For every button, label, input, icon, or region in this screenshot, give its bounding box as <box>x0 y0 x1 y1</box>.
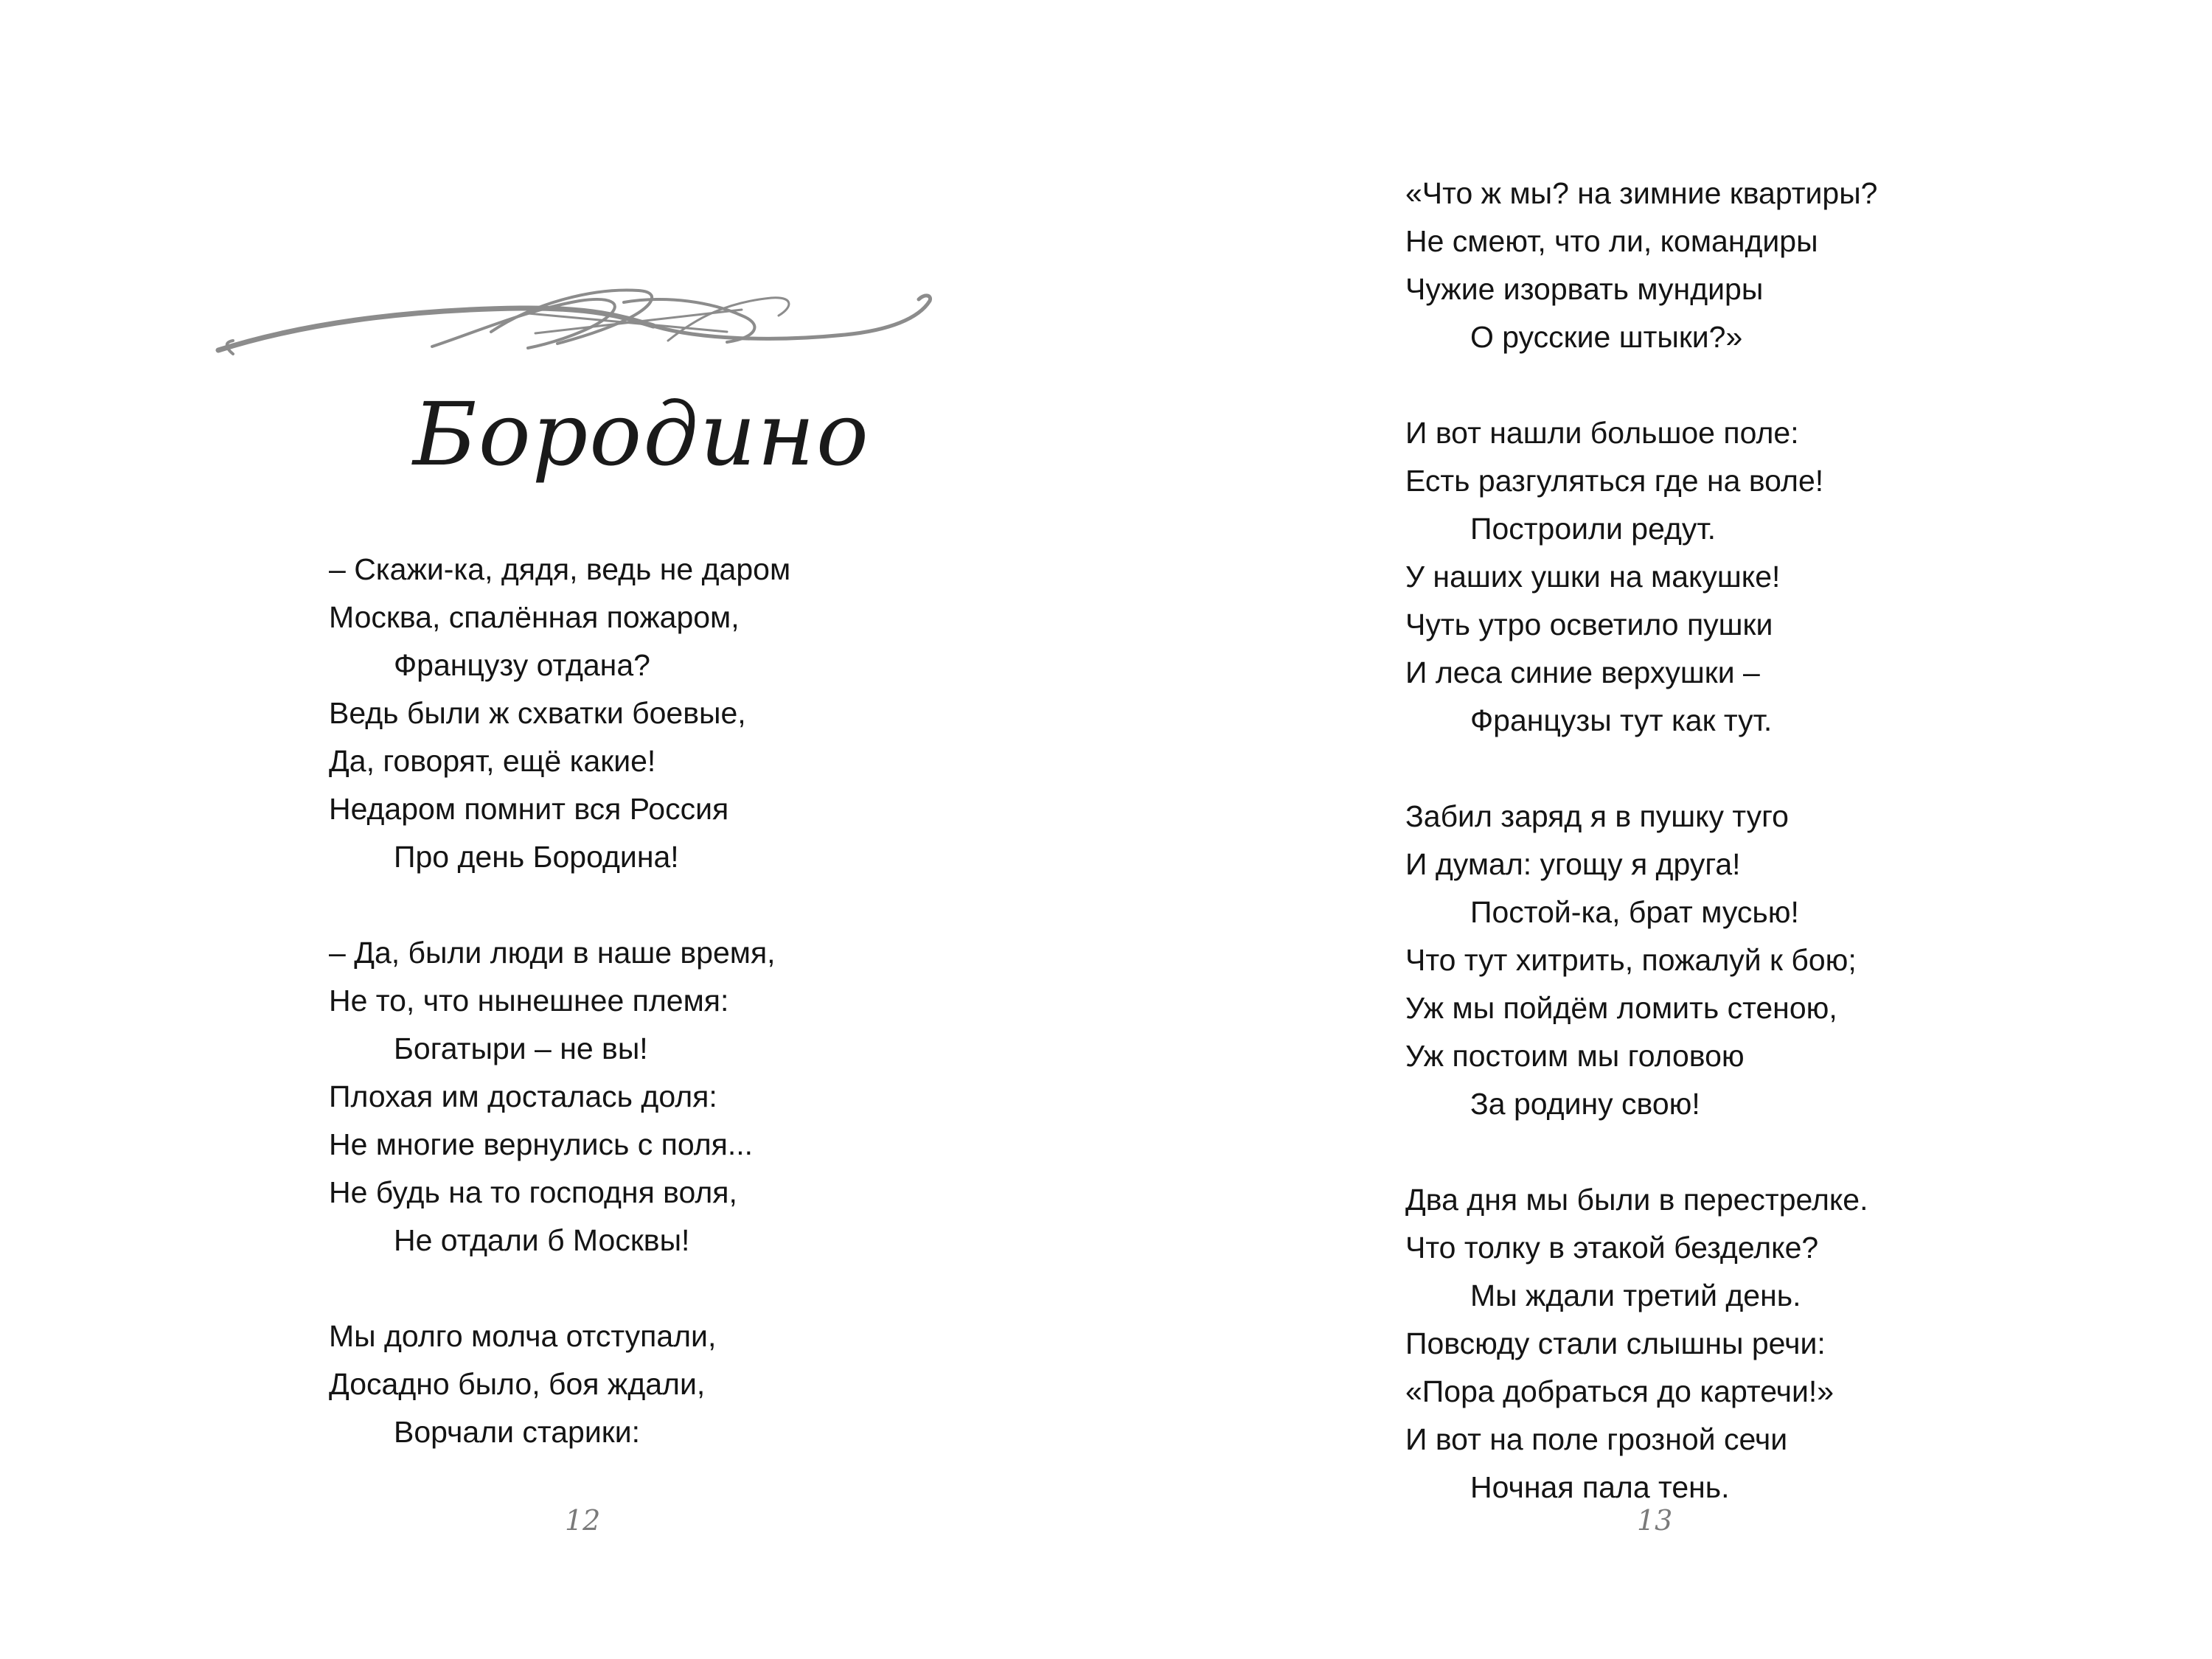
verse-line: За родину свою! <box>1470 1087 1700 1121</box>
verse-line: Ворчали старики: <box>394 1415 640 1449</box>
verse-line: Уж мы пойдём ломить стеною, <box>1405 991 1837 1025</box>
verse-line: – Да, были люди в наше время, <box>329 936 776 970</box>
verse-line: Недаром помнит вся Россия <box>329 792 729 826</box>
verse-line: Французы тут как тут. <box>1470 703 1773 737</box>
stanza-break <box>329 881 790 929</box>
verse-line: Плохая им досталась доля: <box>329 1079 717 1113</box>
verse-line: У наших ушки на макушке! <box>1405 560 1781 594</box>
verse-line: Что тут хитрить, пожалуй к бою; <box>1405 943 1857 977</box>
verse-line: Два дня мы были в перестрелке. <box>1405 1183 1868 1217</box>
verse-line: Чужие изорвать мундиры <box>1405 272 1764 306</box>
verse-line: Уж постоим мы головою <box>1405 1039 1745 1073</box>
verse-line: Что толку в этакой безделке? <box>1405 1231 1819 1265</box>
verse-line: Про день Бородина! <box>394 840 679 874</box>
verse-line: И вот на поле грозной сечи <box>1405 1422 1788 1456</box>
verse-line: Есть разгуляться где на воле! <box>1405 464 1824 498</box>
stanza-break <box>1405 745 1878 793</box>
verse-line: Повсюду стали слышны речи: <box>1405 1326 1826 1360</box>
verse-line: И леса синие верхушки – <box>1405 655 1760 689</box>
stanza-break <box>329 1265 790 1312</box>
verse-line: Да, говорят, ещё какие! <box>329 744 656 778</box>
verse-line: И вот нашли большое поле: <box>1405 416 1799 450</box>
verse-line: Богатыри – не вы! <box>394 1032 648 1065</box>
verse-line: Ведь были ж схватки боевые, <box>329 696 746 730</box>
verse-line: Чуть утро осветило пушки <box>1405 608 1773 641</box>
verse-line: Забил заряд я в пушку туго <box>1405 799 1789 833</box>
page-number: 12 <box>565 1504 601 1537</box>
verse-line: И думал: угощу я друга! <box>1405 847 1741 881</box>
verse-line: Мы ждали третий день. <box>1470 1279 1801 1312</box>
right-page <box>1106 0 2212 1659</box>
verse-line: Не будь на то господня воля, <box>329 1175 737 1209</box>
left-verse <box>329 546 790 1456</box>
verse-line: О русские штыки?» <box>1470 320 1743 354</box>
verse-line: – Скажи-ка, дядя, ведь не даром <box>329 552 791 586</box>
verse-line: Досадно было, боя ждали, <box>329 1367 706 1401</box>
verse-line: Французу отдана? <box>394 648 650 682</box>
verse-line: Ночная пала тень. <box>1470 1470 1730 1504</box>
verse-line: Не многие вернулись с поля... <box>329 1127 754 1161</box>
verse-line: Не отдали б Москвы! <box>394 1223 690 1257</box>
page-number: 13 <box>1637 1504 1673 1537</box>
verse-line: Постой-ка, брат мусью! <box>1470 895 1799 929</box>
flourish-icon <box>211 280 941 369</box>
verse-line: Мы долго молча отступали, <box>329 1319 717 1353</box>
verse-line: Построили редут. <box>1470 512 1717 546</box>
poem-title: Бородино <box>413 383 870 485</box>
stanza-break <box>1405 361 1878 409</box>
verse-line: «Что ж мы? на зимние квартиры? <box>1405 176 1878 210</box>
verse-line: Москва, спалённая пожаром, <box>329 600 740 634</box>
verse-line: Не то, что нынешнее племя: <box>329 984 729 1018</box>
verse-line: «Пора добраться до картечи!» <box>1405 1374 1834 1408</box>
right-verse <box>1405 170 1878 1512</box>
verse-line: Не смеют, что ли, командиры <box>1405 224 1818 258</box>
stanza-break <box>1405 1128 1878 1176</box>
